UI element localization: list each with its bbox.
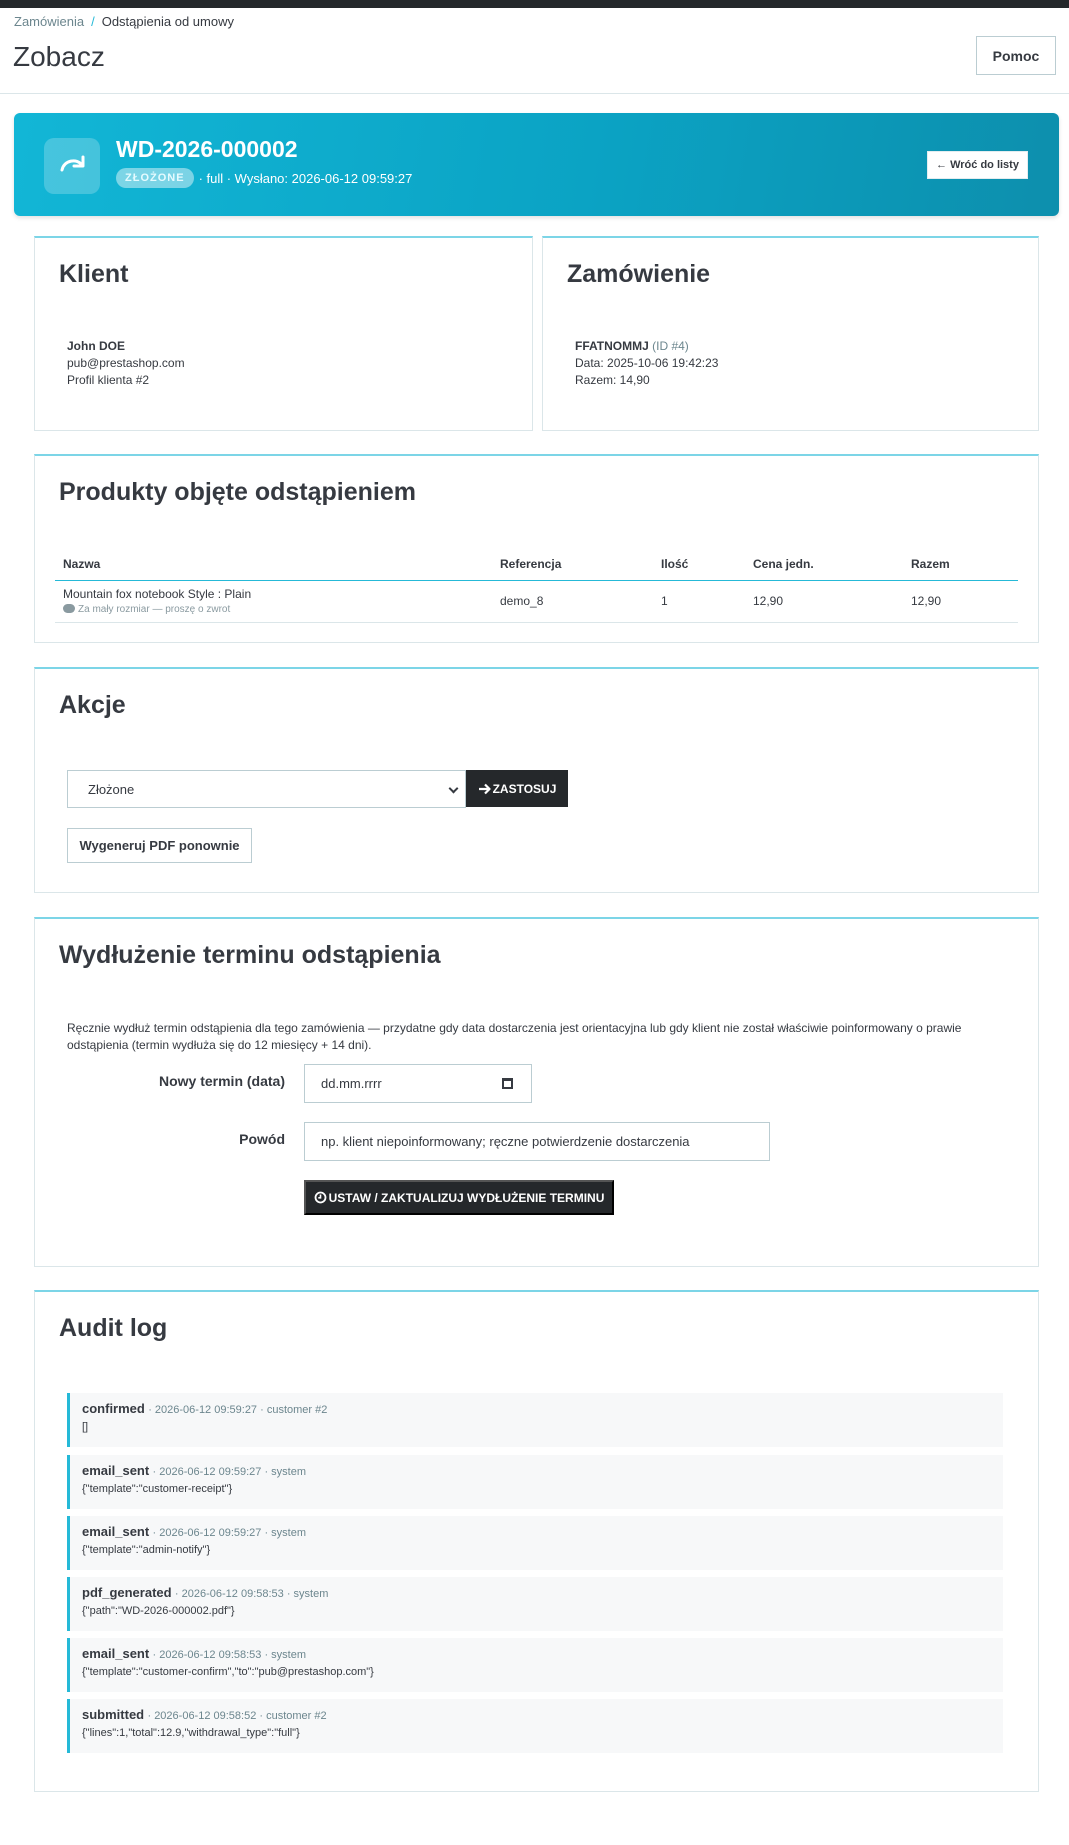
log-event: pdf_generated <box>82 1585 172 1600</box>
log-payload: {"template":"customer-confirm","to":"pub@prestashop.com"} <box>82 1666 374 1678</box>
set-extension-button[interactable] <box>304 1180 614 1215</box>
audit-log-entry <box>67 1699 1003 1753</box>
log-event: email_sent <box>82 1524 150 1539</box>
status-badge: ZŁOŻONE <box>116 168 194 188</box>
audit-log-entry <box>67 1638 1003 1692</box>
audit-log-title: Audit log <box>59 1314 168 1342</box>
actions-card <box>34 667 1039 893</box>
header-divider <box>0 93 1069 94</box>
regenerate-pdf-button[interactable]: Wygeneruj PDF ponownie <box>67 828 252 863</box>
customer-card <box>34 236 533 431</box>
log-meta: · 2026-06-12 09:59:27 · system <box>152 1527 307 1539</box>
product-quantity: 1 <box>653 580 745 622</box>
column-header-unit-price: Cena jedn. <box>745 549 903 580</box>
log-meta: · 2026-06-12 09:58:53 · system <box>152 1649 307 1661</box>
log-payload: {"template":"admin-notify"} <box>82 1544 211 1556</box>
customer-card-title: Klient <box>59 260 129 288</box>
products-card <box>34 454 1039 643</box>
audit-log-entry <box>67 1393 1003 1447</box>
withdrawal-meta-text: · full · Wysłano: 2026-06-12 09:59:27 <box>198 170 413 186</box>
column-header-quantity: Ilość <box>653 549 745 580</box>
extension-card <box>34 917 1039 1267</box>
log-meta: · 2026-06-12 09:58:52 · customer #2 <box>147 1710 327 1722</box>
page-title: Zobacz <box>13 41 105 72</box>
withdrawal-hero-banner <box>14 113 1059 216</box>
product-total: 12,90 <box>903 580 1018 622</box>
status-select[interactable] <box>67 770 466 808</box>
calendar-icon[interactable] <box>502 1078 513 1089</box>
audit-log-card <box>34 1290 1039 1792</box>
products-table-header <box>55 549 1018 580</box>
log-event: email_sent <box>82 1646 150 1661</box>
log-event: email_sent <box>82 1463 150 1478</box>
clock-icon <box>314 1191 327 1204</box>
product-unit-price: 12,90 <box>745 580 903 622</box>
log-payload: {"template":"customer-receipt"} <box>82 1483 233 1495</box>
customer-info <box>67 338 185 389</box>
breadcrumb <box>14 14 234 29</box>
redo-arrow-icon <box>44 138 100 194</box>
breadcrumb-orders-link[interactable]: Zamówienia <box>14 14 85 29</box>
reason-label: Powód <box>239 1131 285 1147</box>
table-row <box>55 580 1018 622</box>
order-info <box>575 338 718 389</box>
new-deadline-date-input[interactable] <box>304 1064 532 1103</box>
top-bar <box>0 0 1069 8</box>
apply-status-label: ZASTOSUJ <box>492 781 557 796</box>
arrow-right-icon <box>478 783 491 795</box>
audit-log-entry <box>67 1577 1003 1631</box>
column-header-reference: Referencja <box>492 549 653 580</box>
reason-input-placeholder: np. klient niepoinformowany; ręczne potwierdzenie dostarczenia <box>321 1134 690 1149</box>
extension-description: Ręcznie wydłuż termin odstąpienia dla tego zamówienia — przydatne gdy data dostarczenia jest orientacyjna lub gdy klient nie został właściwie poinformowany o prawie odstąpienia (termin wydłuża się do 12 miesięcy + 14 dni). <box>67 1021 962 1052</box>
order-total: Razem: 14,90 <box>575 373 650 387</box>
status-select-value: Złożone <box>88 781 135 797</box>
audit-log-entry <box>67 1455 1003 1509</box>
audit-log-entry <box>67 1516 1003 1570</box>
log-meta: · 2026-06-12 09:59:27 · system <box>152 1466 307 1478</box>
products-table <box>55 549 1018 623</box>
customer-name: John DOE <box>67 339 126 353</box>
help-button[interactable]: Pomoc <box>976 36 1056 75</box>
product-note-text: Za mały rozmiar — proszę o zwrot <box>78 604 231 615</box>
log-payload: {"path":"WD-2026-000002.pdf"} <box>82 1605 235 1617</box>
column-header-name: Nazwa <box>55 549 492 580</box>
breadcrumb-separator: / <box>91 14 95 29</box>
column-header-total: Razem <box>903 549 1018 580</box>
customer-profile-link[interactable]: Profil klienta #2 <box>67 373 150 387</box>
new-deadline-label: Nowy termin (data) <box>158 1073 285 1089</box>
extension-card-title: Wydłużenie terminu odstąpienia <box>59 941 441 969</box>
log-payload: {"lines":1,"total":12.9,"withdrawal_type":"full"} <box>82 1727 300 1739</box>
product-note <box>63 604 484 615</box>
chevron-down-icon <box>449 784 459 794</box>
reason-input[interactable] <box>304 1122 770 1161</box>
set-extension-label: USTAW / ZAKTUALIZUJ WYDŁUŻENIE TERMINU <box>328 1190 605 1205</box>
log-meta: · 2026-06-12 09:58:53 · system <box>174 1588 329 1600</box>
new-deadline-date-placeholder: dd.mm.rrrr <box>321 1076 382 1091</box>
order-card-title: Zamówienie <box>567 260 711 288</box>
products-card-title: Produkty objęte odstąpieniem <box>59 478 417 506</box>
order-id: (ID #4) <box>652 339 689 353</box>
comment-icon <box>63 604 75 613</box>
product-name-cell <box>55 580 492 622</box>
product-reference: demo_8 <box>492 580 653 622</box>
withdrawal-reference: WD-2026-000002 <box>116 136 298 162</box>
order-reference[interactable]: FFATNOMMJ <box>575 339 649 353</box>
log-event: confirmed <box>82 1401 145 1416</box>
log-payload: [] <box>82 1421 89 1433</box>
actions-card-title: Akcje <box>59 691 126 719</box>
back-to-list-button[interactable]: ← Wróć do listy <box>927 151 1028 179</box>
customer-email[interactable]: pub@prestashop.com <box>67 356 185 370</box>
breadcrumb-current: Odstąpienia od umowy <box>101 14 234 29</box>
order-date: Data: 2025-10-06 19:42:23 <box>575 356 719 370</box>
product-name: Mountain fox notebook Style : Plain <box>63 587 252 601</box>
log-event: submitted <box>82 1707 145 1722</box>
order-card <box>542 236 1039 431</box>
apply-status-button[interactable] <box>466 770 568 807</box>
withdrawal-meta <box>116 168 412 188</box>
log-meta: · 2026-06-12 09:59:27 · customer #2 <box>148 1404 328 1416</box>
